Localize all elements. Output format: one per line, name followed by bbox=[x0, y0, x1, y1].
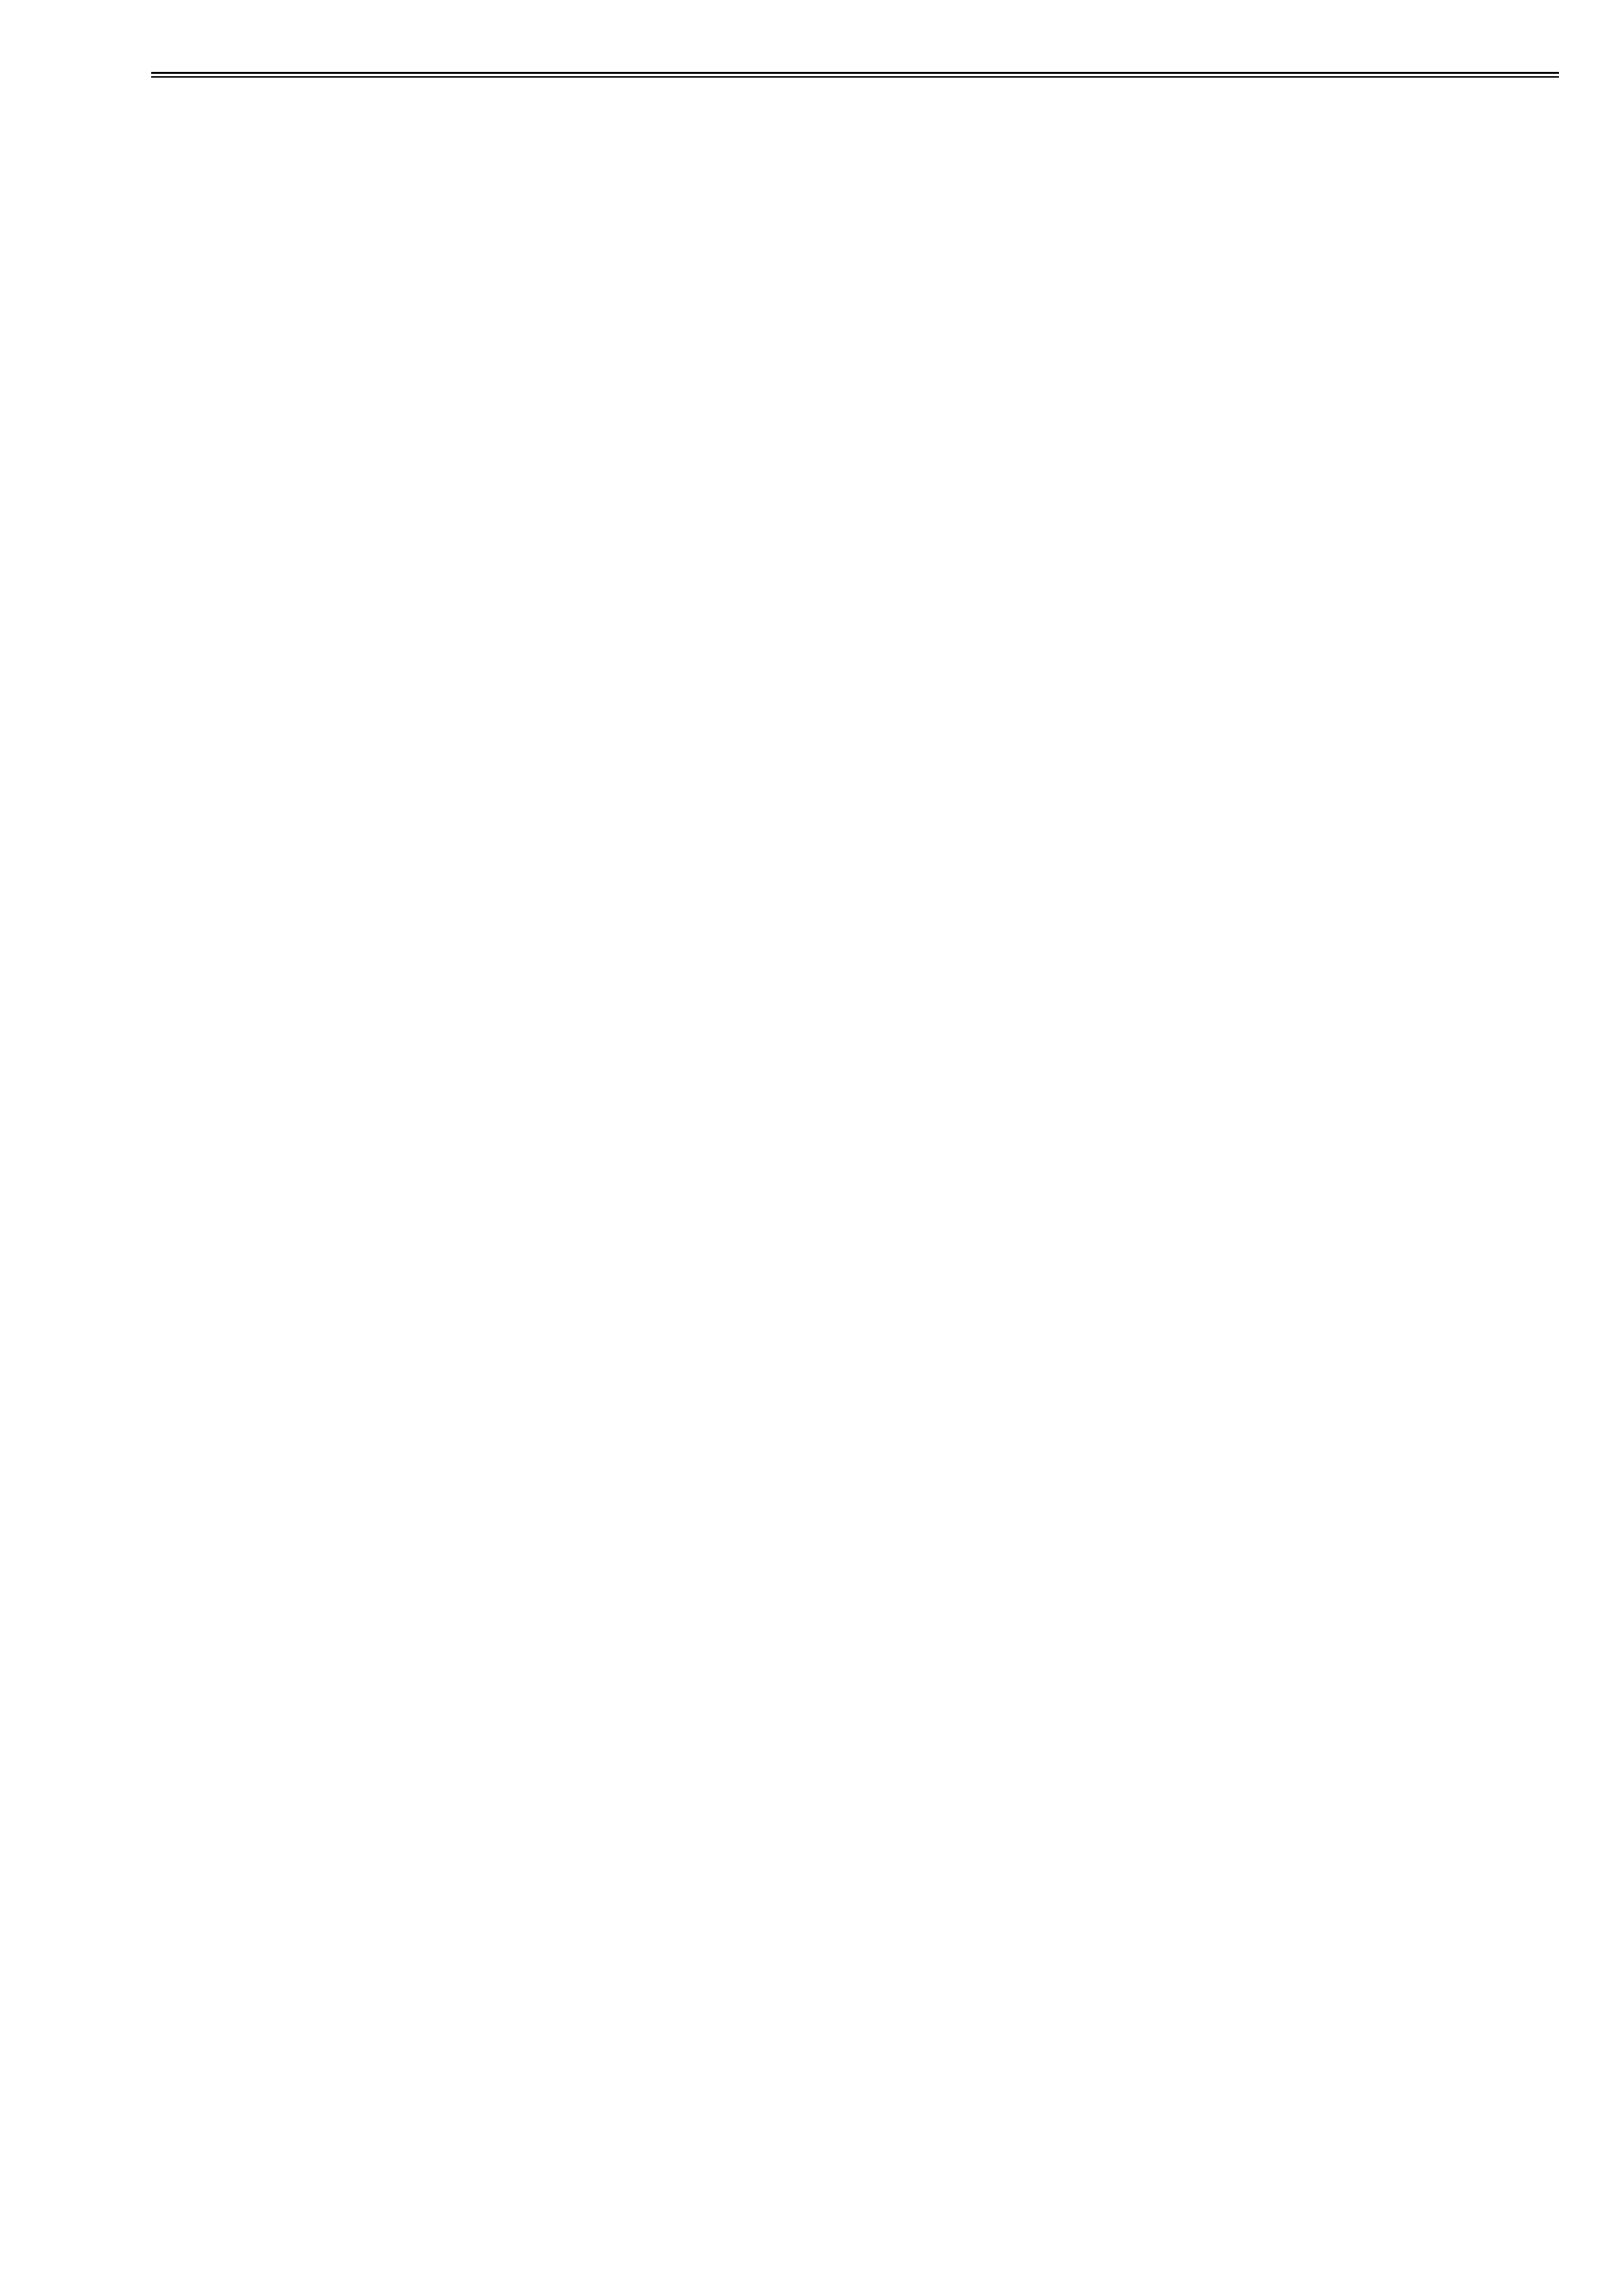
header-rule-thin bbox=[151, 76, 1559, 78]
header-rule bbox=[151, 72, 1559, 74]
